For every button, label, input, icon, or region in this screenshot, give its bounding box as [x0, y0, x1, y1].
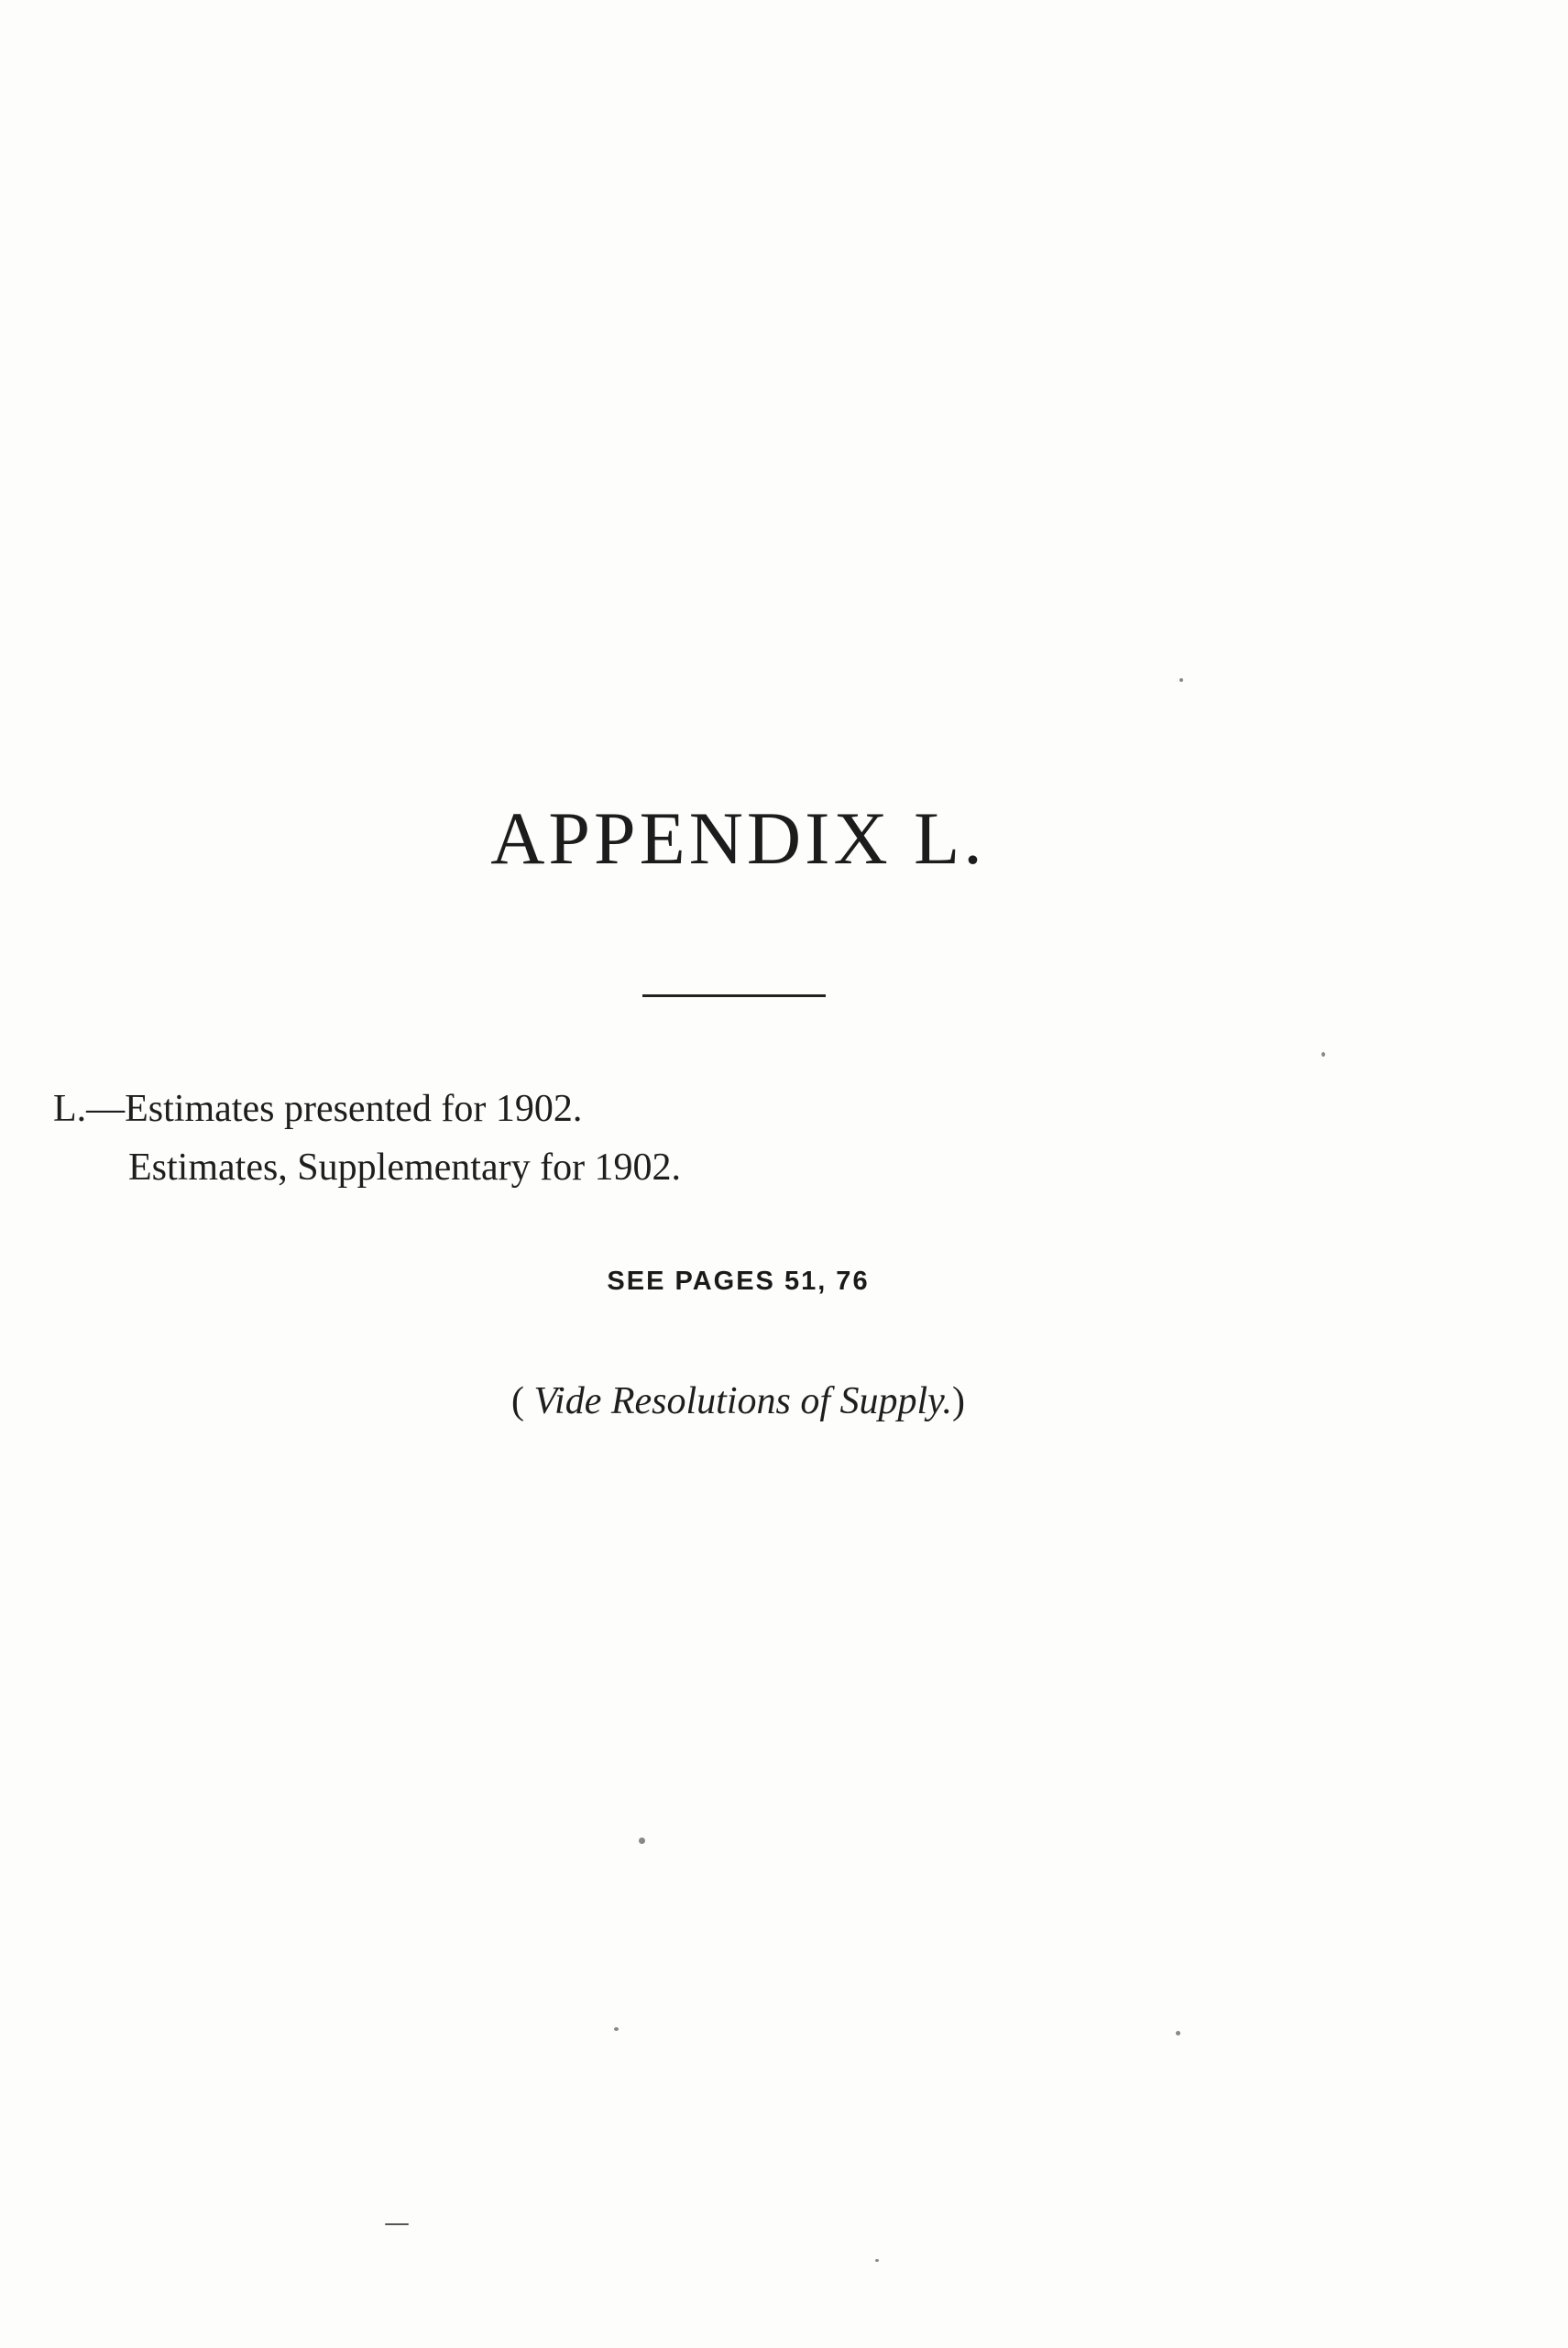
scan-speck — [1176, 2031, 1180, 2035]
see-pages-reference: SEE PAGES 51, 76 — [607, 1267, 870, 1296]
scan-speck — [875, 2259, 879, 2262]
vide-open-paren: ( — [510, 1380, 534, 1422]
scan-speck — [1179, 678, 1183, 682]
vide-text: Vide Resolutions of Supply. — [533, 1380, 952, 1422]
vide-close-paren: ) — [952, 1380, 965, 1422]
entry-estimates: L.—Estimates presented for 1902. — [53, 1088, 583, 1130]
scan-speck — [385, 2223, 409, 2225]
scan-speck — [1321, 1052, 1325, 1057]
entry-list — [53, 1080, 681, 1197]
vide-note — [0, 1379, 1476, 1423]
entry-supplementary-estimates: Estimates, Supplementary for 1902. — [128, 1147, 682, 1189]
title-divider — [642, 994, 826, 997]
appendix-title: APPENDIX L. — [490, 796, 986, 880]
scan-speck — [639, 1838, 645, 1844]
scan-speck — [614, 2027, 619, 2031]
